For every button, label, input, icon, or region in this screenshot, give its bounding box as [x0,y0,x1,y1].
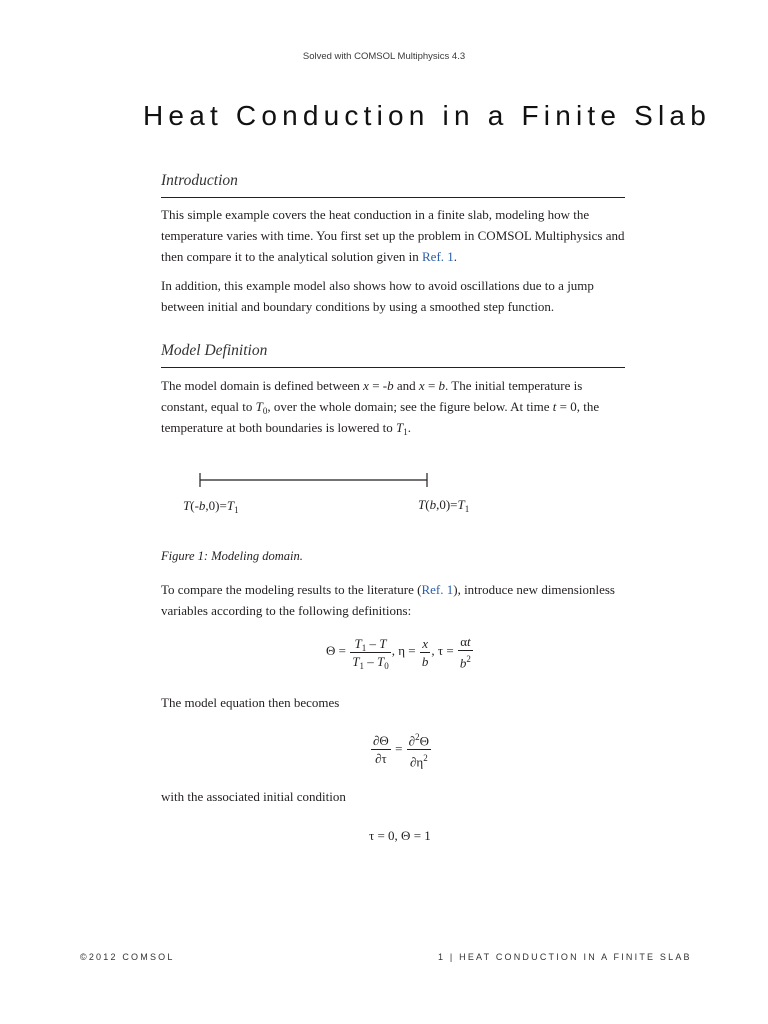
superscript: 2 [423,753,428,764]
var-b: b [438,378,446,393]
subscript: 1 [464,504,470,514]
text-run: (- [190,498,199,513]
text-run: = 0, the temperature at both boundaries is lowered to [161,399,600,435]
ref-1-link[interactable]: Ref. 1 [422,249,454,264]
text-run: ∂η [409,754,424,770]
equation-heat [370,730,432,770]
section-divider [161,367,625,368]
subscript: 0 [384,660,389,671]
ref-1-link[interactable]: Ref. 1 [421,582,454,597]
fraction-tau [458,634,473,670]
var-b: b [198,498,206,513]
text-run: – [366,635,380,651]
fraction-d2theta-deta2 [407,730,431,770]
text-run: , over the whole domain; see the figure below. At time [267,399,553,414]
text-run: To compare the modeling results to the literature ( [161,582,422,597]
text-run: – [363,653,377,669]
fraction-theta [350,636,390,669]
text-run: ), introduce new dimensionless variables according to the following definitions: [161,582,615,618]
intro-paragraph-2 [161,275,631,317]
text-run: ∂τ [375,751,387,767]
var-b: b [421,653,429,669]
fraction-dtheta-dtau [371,733,391,766]
superscript: 2 [466,654,471,664]
eq2-intro: The model equation then becomes [161,695,340,710]
var-b: b [429,497,437,512]
subscript: 0 [262,406,268,416]
figure-caption: Figure 1: Modeling domain. [161,549,303,563]
var-T: T [255,399,263,414]
eq-eta-lhs: , η = [391,643,416,659]
var-t: t [467,634,471,649]
text-run: ∂Θ [373,733,389,749]
intro-p1-end: . [453,249,458,264]
superscript: 2 [415,732,420,742]
left-boundary-label [183,498,239,514]
eq-sign: = [395,740,403,756]
text-run: Θ [419,733,429,749]
intro-paragraph-1 [161,204,631,267]
eq3-intro: with the associated initial condition [161,789,346,804]
var-b: b [387,378,394,393]
equation-initial-condition: τ = 0, Θ = 1 [369,828,431,843]
text-run: ,0)= [205,498,227,513]
subscript: 1 [234,505,239,515]
modeling-domain-diagram [180,470,480,520]
var-alpha: α [460,634,467,649]
var-x: x [363,378,369,393]
text-run: . The initial temperature is constant, equal to [161,378,583,414]
var-x: x [418,378,425,393]
section-heading-model-definition: Model Definition [161,342,268,359]
intro-p2-text: In addition, this example model also shows how to avoid oscillations due to a jump between initial and boundary conditions by using a smoothed step function. [161,278,594,314]
var-b: b [459,655,467,671]
compare-paragraph [161,579,631,621]
var-T: T [376,653,385,669]
var-x: x [422,635,428,651]
var-T: T [354,635,362,651]
intro-p1-text: This simple example covers the heat conduction in a finite slab, modeling how the temperature varies with time. You first set up the problem in COMSOL Multiphysics and then compare it to the analytical solution given in [161,207,625,264]
var-T: T [396,420,404,435]
var-t: t [552,399,557,414]
text-run: ( [425,497,430,512]
text-run: ,0)= [436,497,458,512]
text-run: = - [368,378,388,393]
domain-line [180,470,480,500]
eq-tau-lhs: , τ = [431,643,454,659]
var-T: T [352,653,360,669]
text-run: ∂ [408,733,416,749]
equation-dimensionless-variables [326,634,474,670]
var-T: T [183,498,191,513]
var-T: T [379,635,387,651]
section-divider [161,197,625,198]
var-T: T [226,498,235,513]
footer-page-info: 1 | HEAT CONDUCTION IN A FINITE SLAB [438,952,692,962]
text-run: and [393,378,419,393]
var-T: T [418,497,426,512]
page-title: Heat Conduction in a Finite Slab [143,100,711,131]
footer-copyright: ©2012 COMSOL [80,952,175,962]
var-T: T [457,497,465,512]
right-boundary-label [418,497,469,513]
eq-theta-lhs: Θ = [326,643,346,659]
section-heading-introduction: Introduction [161,172,238,189]
model-definition-paragraph [161,375,631,438]
text-run: = [424,378,439,393]
subscript: 1 [359,660,364,671]
header-note: Solved with COMSOL Multiphysics 4.3 [302,51,466,62]
subscript: 1 [361,642,367,653]
text-run: The model domain is defined between [161,378,364,393]
subscript: 1 [403,427,408,437]
fraction-eta [420,636,431,669]
text-run: . [407,420,411,435]
